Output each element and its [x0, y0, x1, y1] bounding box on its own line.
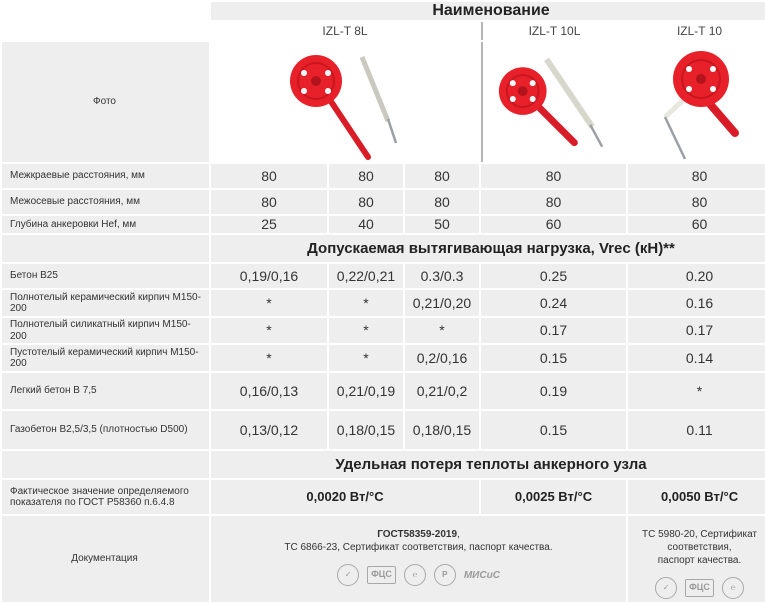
- eac-mark-icon: ℮: [722, 577, 744, 599]
- row-ceramic-brick-label: Полнотелый керамический кирпич М150-200: [2, 290, 209, 316]
- cell: 0,21/0,2: [405, 373, 479, 409]
- cell: 60: [481, 216, 626, 233]
- row-concrete-label: Бетон B25: [2, 264, 209, 288]
- photo-izl-t-10: [628, 42, 765, 162]
- misis-logo: МИСиС: [463, 569, 500, 581]
- heat-value-10l: 0,0025 Вт/°С: [481, 480, 626, 514]
- cell: 0,19/0,16: [211, 264, 327, 288]
- docs-comma: ,: [457, 529, 460, 540]
- cell: 0,13/0,12: [211, 411, 327, 449]
- docs-col1-logos: [213, 564, 624, 586]
- docs-col2-line3: паспорт качества.: [657, 555, 742, 566]
- cell: *: [405, 318, 479, 343]
- cell: 0,16/0,13: [211, 373, 327, 409]
- cell: 80: [405, 164, 479, 188]
- heat-value-10: 0,0050 Вт/°С: [628, 480, 765, 514]
- cell: *: [211, 345, 327, 371]
- model-name-10l: IZL-T 10L: [481, 22, 626, 40]
- model-blank: [2, 22, 209, 40]
- photo-label: Фото: [2, 42, 209, 162]
- cell: 0.14: [628, 345, 765, 371]
- section-heat-title: Удельная потеря теплоты анкерного узла: [211, 451, 765, 478]
- fcs-logo: ФЦС: [367, 566, 396, 584]
- section-load-title: Допускаемая вытягивающая нагрузка, Vrec (кН)**: [211, 235, 765, 262]
- cell: 0.25: [481, 264, 626, 288]
- cell: 50: [405, 216, 479, 233]
- row-anchor-depth-label: Глубина анкеровки Hef, мм: [2, 216, 209, 233]
- cell: 0.24: [481, 290, 626, 316]
- docs-col2-line2: соответствия,: [667, 542, 732, 553]
- cell: *: [329, 345, 403, 371]
- cell: 25: [211, 216, 327, 233]
- cell: 0,18/0,15: [329, 411, 403, 449]
- cell: 80: [628, 190, 765, 214]
- cell: 80: [628, 164, 765, 188]
- eac-mark-icon: ℮: [404, 564, 426, 586]
- cell: 80: [481, 190, 626, 214]
- cell: 60: [628, 216, 765, 233]
- fcs-logo: ФЦС: [685, 579, 714, 597]
- cell: 0.3/0.3: [405, 264, 479, 288]
- docs-col1-line2: ТС 6866-23, Сертификат соответствия, паспорт качества.: [284, 542, 553, 553]
- cell: 0.20: [628, 264, 765, 288]
- cell: 0,21/0,19: [329, 373, 403, 409]
- header-blank: [2, 2, 209, 20]
- row-silicate-brick-label: Полнотелый силикатный кирпич М150-200: [2, 318, 209, 343]
- row-light-concrete-label: Легкий бетон В 7,5: [2, 373, 209, 409]
- photo-izl-t-8l: [211, 42, 479, 162]
- cell: 0,18/0,15: [405, 411, 479, 449]
- row-aerated-concrete-label: Газобетон В2,5/3,5 (плотностью D500): [2, 411, 209, 449]
- anchor-10l-icon: [485, 43, 624, 161]
- cell: 80: [329, 164, 403, 188]
- cell: 0,21/0,20: [405, 290, 479, 316]
- cell: 0,22/0,21: [329, 264, 403, 288]
- cell: 0.19: [481, 373, 626, 409]
- docs-col2-line1: ТС 5980-20, Сертификат: [642, 529, 758, 540]
- photo-izl-t-10l: [481, 42, 626, 162]
- cell: 0.11: [628, 411, 765, 449]
- cell: *: [329, 318, 403, 343]
- cell: 0,2/0,16: [405, 345, 479, 371]
- quality-seal-icon: ✓: [655, 577, 677, 599]
- cell: *: [211, 290, 327, 316]
- cell: *: [329, 290, 403, 316]
- cell: 0.15: [481, 411, 626, 449]
- cell: 40: [329, 216, 403, 233]
- section-heat-blank: [2, 451, 209, 478]
- docs-col1-line1: [213, 528, 624, 541]
- row-docs-label: Документация: [2, 516, 209, 602]
- model-name-10: IZL-T 10: [628, 22, 765, 40]
- cell: 0.17: [628, 318, 765, 343]
- docs-col2-logos: [630, 577, 765, 599]
- cell: *: [628, 373, 765, 409]
- cell: 0.17: [481, 318, 626, 343]
- docs-gost-standard: ГОСТ58359-2019: [377, 529, 457, 540]
- row-edge-distance-label: Межкраевые расстояния, мм: [2, 164, 209, 188]
- header-title: Наименование: [211, 2, 765, 20]
- cell: 80: [481, 164, 626, 188]
- cell: 0.15: [481, 345, 626, 371]
- cell: *: [211, 318, 327, 343]
- quality-seal-icon: ✓: [337, 564, 359, 586]
- cell: 80: [329, 190, 403, 214]
- docs-col2: [628, 516, 765, 602]
- anchor-8l-icon: [270, 43, 420, 161]
- anchor-10-icon: [635, 43, 765, 161]
- cell: 80: [405, 190, 479, 214]
- cell: 80: [211, 190, 327, 214]
- row-heat-label: Фактическое значение определяемого показателя по ГОСТ Р58360 п.6.4.8: [2, 480, 209, 514]
- row-axis-distance-label: Межосевые расстояния, мм: [2, 190, 209, 214]
- docs-col1: [211, 516, 626, 602]
- cell: 80: [211, 164, 327, 188]
- section-load-blank: [2, 235, 209, 262]
- cell: 0.16: [628, 290, 765, 316]
- model-name-8l: IZL-T 8L: [211, 22, 479, 40]
- heat-value-8l: 0,0020 Вт/°С: [211, 480, 479, 514]
- rst-mark-icon: Р: [434, 564, 456, 586]
- row-hollow-brick-label: Пустотелый керамический кирпич М150-200: [2, 345, 209, 371]
